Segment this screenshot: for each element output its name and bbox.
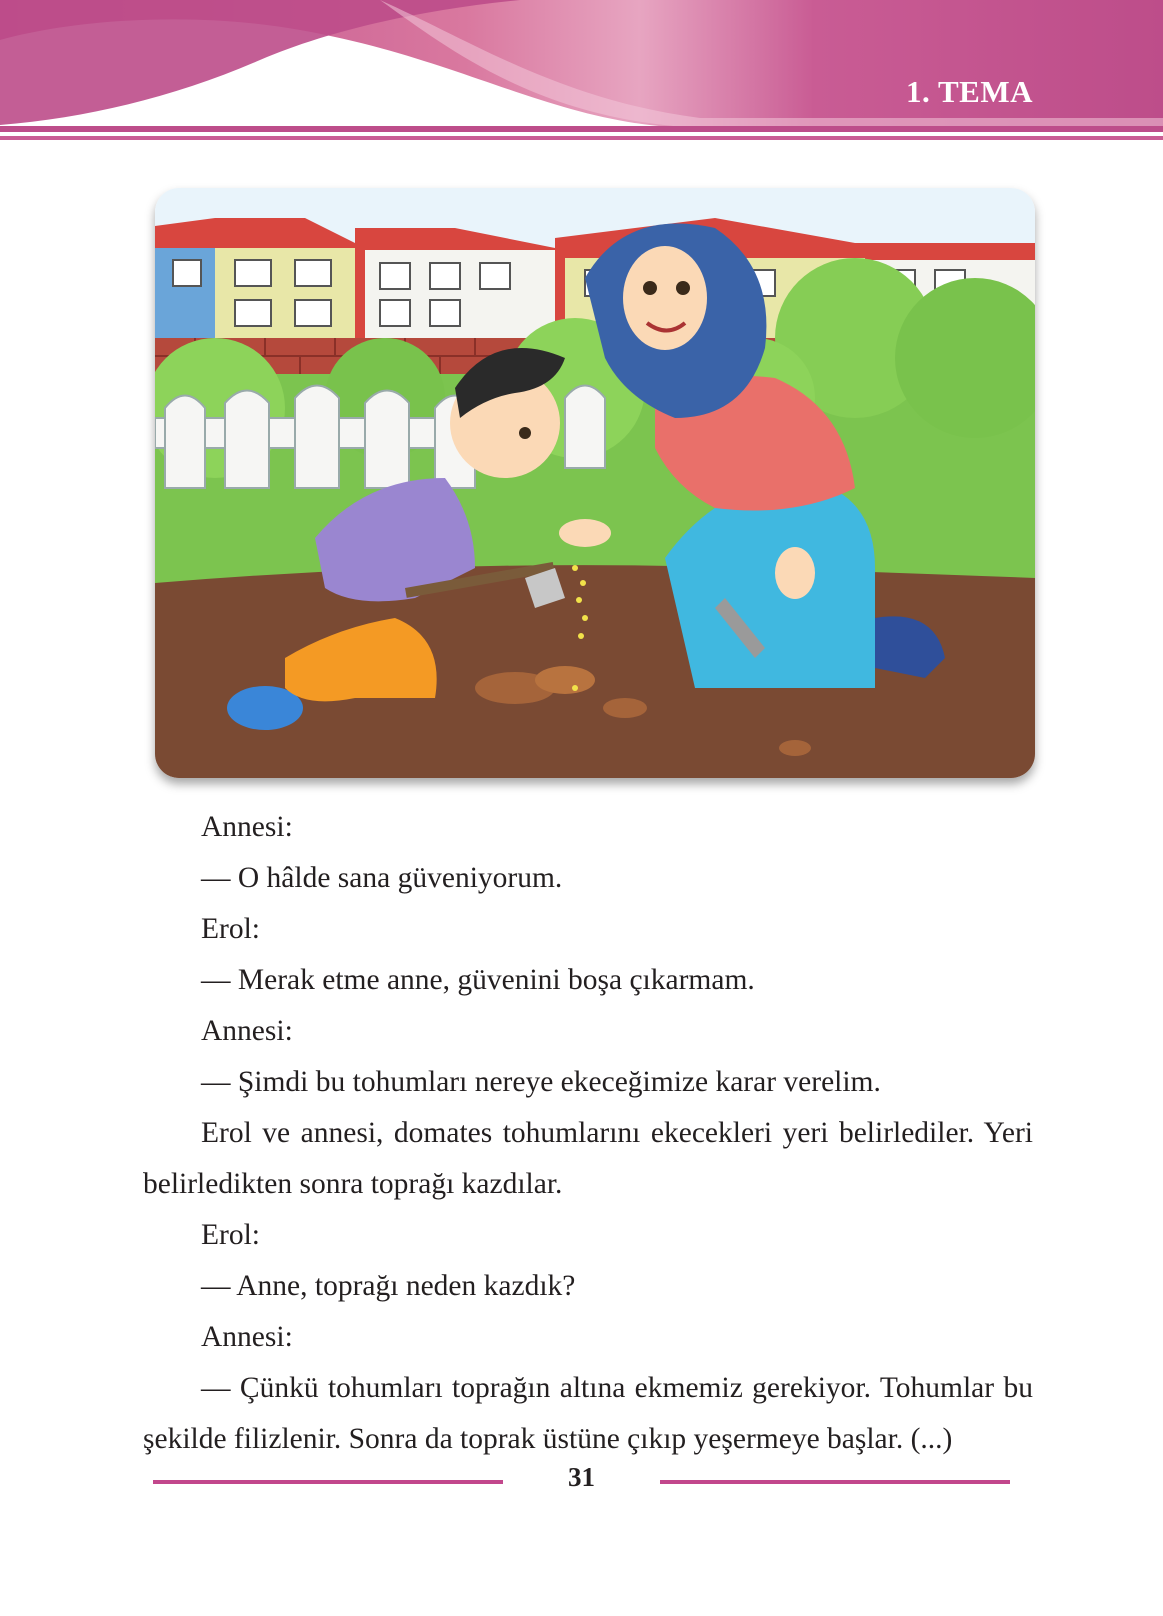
text-line: Annesi: — [201, 811, 293, 843]
illustration-panel — [155, 188, 1035, 778]
text-line: Erol: — [201, 1219, 260, 1251]
footer-line-right — [660, 1480, 1010, 1484]
text-paragraph: — Çünkü tohumları toprağın altına ekmemiz gerekiyor. Tohumlar bu şekilde filizlenir. Sonra da toprak üstüne çıkıp yeşermeye başlar. (...) — [143, 1372, 1033, 1455]
text-line: Annesi: — [201, 1015, 293, 1047]
text-paragraph: Erol ve annesi, domates tohumlarını ekecekleri yeri belirlediler. Yeri belirledikten sonra toprağı kazdılar. — [143, 1117, 1033, 1200]
page-header — [0, 0, 1163, 150]
page-number: 31 — [568, 1462, 595, 1492]
text-line: Annesi: — [201, 1321, 293, 1353]
text-line: — Merak etme anne, güvenini boşa çıkarmam. — [201, 964, 755, 996]
text-line: — Şimdi bu tohumları nereye ekeceğimize karar verelim. — [201, 1066, 881, 1098]
story-text — [143, 802, 1033, 1465]
garden-illustration — [155, 188, 1035, 778]
text-line: — Anne, toprağı neden kazdık? — [201, 1270, 576, 1302]
text-line: — O hâlde sana güveniyorum. — [201, 862, 563, 894]
text-line: Erol: — [201, 913, 260, 945]
footer-line-left — [153, 1480, 503, 1484]
theme-title: 1. TEMA — [906, 74, 1033, 109]
